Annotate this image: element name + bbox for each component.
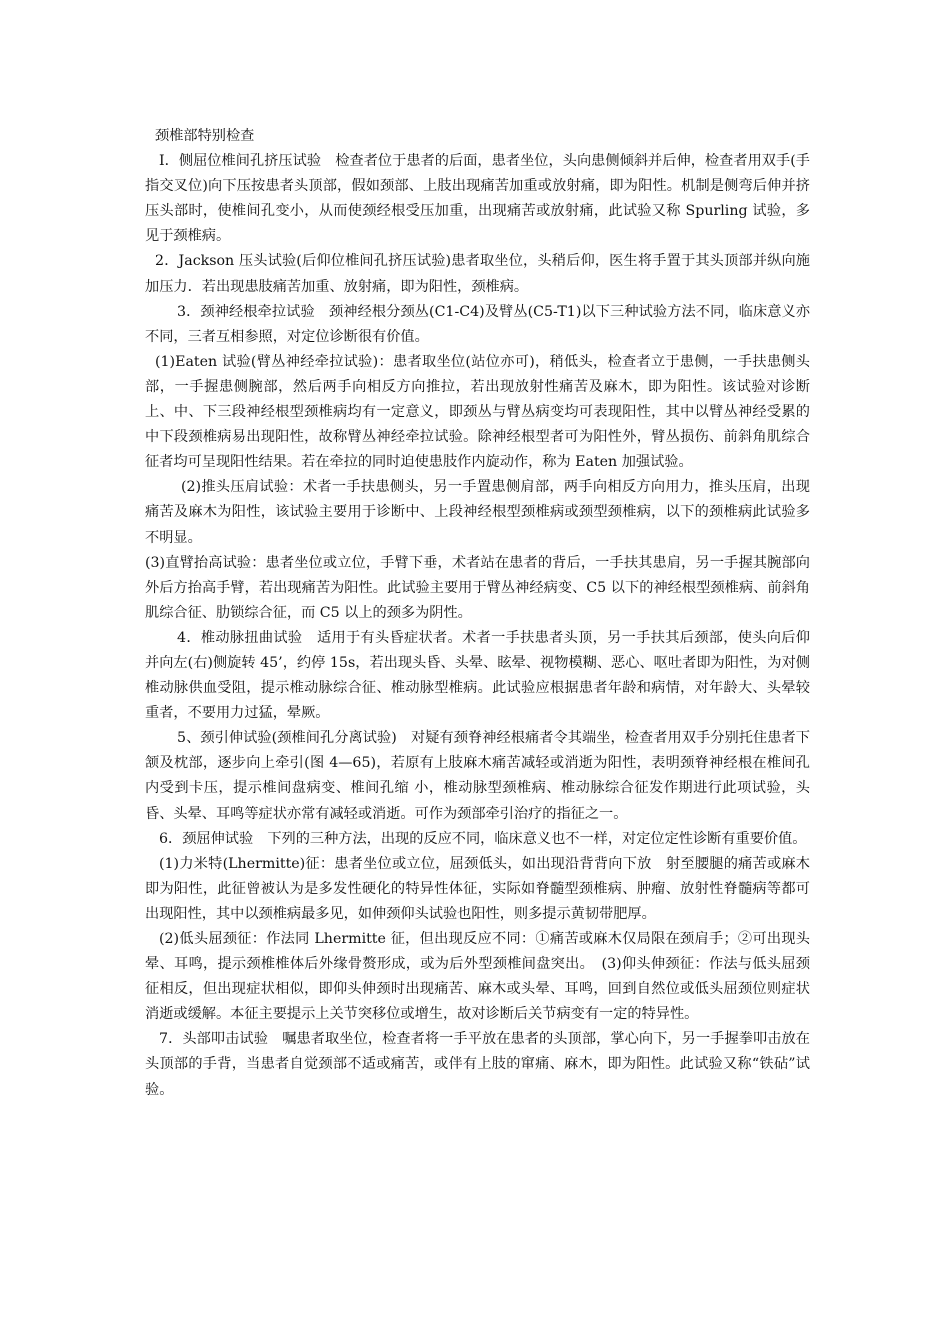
paragraph-eaten-test: (1)Eaten 试验(臂丛神经牵拉试验)：患者取坐位(站位亦可)，稍低头，检查者立于患侧，一手扶患侧头部，一手握患侧腕部，然后两手向相反方向推拉，若出现放射性痛苦及麻木，即为阳性。该试验对诊断上、中、下三段神经根型颈椎病均有一定意义，即颈丛与臂丛病变均可表现阳性，其中以臂丛神经受累的中下段颈椎病易出现阳性，故称臂丛神经牵拉试验。除神经根型者可为阳性外，臂丛损伤、前斜角肌综合征者均可呈现阳性结果。若在牵拉的同时迫使患肢作内旋动作，称为 Eaten 加强试验。 xyxy=(145,353,810,471)
doc-title: 颈椎部特别检查 xyxy=(155,128,255,144)
paragraph-head-flexion-sign: (2)低头屈颈征：作法同 Lhermitte 征，但出现反应不同：①痛苦或麻木仅局限在颈肩手；②可出现头晕、耳鸣，提示颈椎椎体后外缘骨赘形成，或为后外型颈椎间盘突出。 (3)仰头伸颈征：作法与低头屈颈征相反，但出现症状相似，即仰头伸颈时出现痛苦、麻木或头晕、耳鸣，回到自然位或低头屈颈位则症状消逝或缓解。本征主要提示上关节突移位或增生，故对诊断后关节病变有一定的特异性。 xyxy=(145,931,810,1023)
paragraph-neck-traction-test: 5、颈引伸试验(颈椎间孔分离试验) 对疑有颈脊神经根痛者令其端坐，检查者用双手分别托住患者下颔及枕部，逐步向上牵引(图 4—65)，若原有上肢麻木痛苦减轻或消逝为阳性，表明颈脊神经根在椎间孔内受到卡压，提示椎间盘病变、椎间孔缩 小，椎动脉型颈椎病、椎动脉综合征发作期进行此项试验，头昏、头晕、耳鸣等症状亦常有减轻或消逝。可作为颈部牵引治疗的指征之一。 xyxy=(145,730,810,822)
paragraph-push-head-press-shoulder: (2)推头压肩试验：术者一手扶患侧头，另一手置患侧肩部，两手向相反方向用力，推头压肩，出现痛苦及麻木为阳性，该试验主要用于诊断中、上段神经根型颈椎病或颈型颈椎病，以下的颈椎病此试验多不明显。 xyxy=(145,479,810,546)
paragraph-neck-flexion-extension: 6．颈屈伸试验 下列的三种方法，出现的反应不同，临床意义也不一样，对定位定性诊断有重要价值。 xyxy=(159,830,807,847)
paragraph-vertebral-artery-test: 4．椎动脉扭曲试验 适用于有头昏症状者。术者一手扶患者头顶，另一手扶其后颈部，使头向后仰并向左(右)侧旋转 45’，约停 15s，若出现头昏、头晕、眩晕、视物模糊、恶心、呕吐者即为阳性，为对侧椎动脉供血受阻，提示椎动脉综合征、椎动脉型椎病。此试验应根据患者年龄和病情，对年龄大、头晕较重者，不要用力过猛，晕厥。 xyxy=(145,629,810,722)
paragraph-straight-arm-raise: (3)直臂抬高试验：患者坐位或立位，手臂下垂，术者站在患者的背后，一手扶其患肩，另一手握其腕部向外后方抬高手臂，若出现痛苦为阳性。此试验主要用于臂丛神经病变、C5 以下的神经根型颈椎病、前斜角肌综合征、肋锁综合征，而 C5 以上的颈多为阴性。 xyxy=(145,554,810,621)
paragraph-head-percussion-test: 7．头部叩击试验 嘱患者取坐位，检查者将一手平放在患者的头顶部，掌心向下，另一手握拳叩击放在头顶部的手背，当患者自觉颈部不适或痛苦，或伴有上肢的窜痛、麻木，即为阳性。此试验又称“铁砧”试验。 xyxy=(145,1031,810,1098)
paragraph-lhermitte-sign: (1)力米特(Lhermitte)征：患者坐位或立位，屈颈低头，如出现沿背背向下放 射至腰腿的痛苦或麻木即为阳性，此征曾被认为是多发性硬化的特异性体征，实际如脊髓型颈椎病、肿瘤、放射性脊髓病等都可出现阳性，其中以颈椎病最多见，如伸颈仰头试验也阳性，则多提示黄韧带肥厚。 xyxy=(145,855,810,922)
paragraph-jackson-test: 2．Jackson 压头试验(后仰位椎间孔挤压试验)患者取坐位，头稍后仰，医生将手置于其头顶部并纵向施加压力．若出现患肢痛苦加重、放射痛，即为阳性，颈椎病。 xyxy=(145,253,810,295)
document-page xyxy=(145,124,810,1103)
paragraph-spurling-test: I．侧屈位椎间孔挤压试验 检查者位于患者的后面，患者坐位，头向患侧倾斜并后伸，检查者用双手(手指交叉位)向下压按患者头顶部，假如颈部、上肢出现痛苦加重或放射痛，即为阳性。机制是侧弯后伸并挤压头部时，使椎间孔变小，从而使颈经根受压加重，出现痛苦或放射痛，此试验又称 Spurling 试验，多见于颈椎病。 xyxy=(145,153,810,245)
paragraph-nerve-root-traction: 3．颈神经根牵拉试验 颈神经根分颈丛(C1-C4)及臂丛(C5-T1)以下三种试验方法不同，临床意义亦不同，三者互相参照，对定位诊断很有价值。 xyxy=(145,303,810,345)
